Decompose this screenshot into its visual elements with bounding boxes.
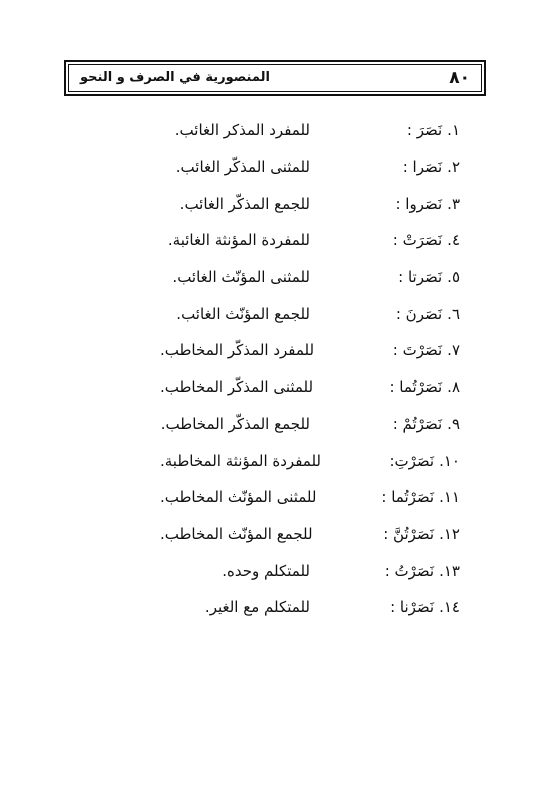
verb-form — [310, 231, 460, 249]
verb-form — [314, 341, 460, 359]
item-number: ٥. — [447, 268, 460, 287]
page-number: ٨٠ — [449, 68, 470, 88]
verb-text: نَصَرْتُمْ : — [392, 414, 443, 433]
verb-description: للجمع المؤنّث المخاطب. — [160, 524, 313, 543]
list-item — [160, 112, 460, 149]
list-item — [160, 222, 460, 259]
item-number: ٧. — [447, 341, 460, 360]
item-number: ١٤. — [439, 598, 460, 617]
item-number: ٨. — [447, 378, 460, 397]
list-item — [160, 259, 460, 296]
verb-description: للمثنى المذكّر المخاطب. — [160, 378, 314, 397]
verb-text: نَصَروا : — [395, 194, 443, 213]
verb-text: نَصَرْنا : — [390, 598, 435, 617]
verb-form — [310, 562, 460, 580]
item-number: ١١. — [439, 488, 460, 507]
verb-form — [310, 305, 460, 323]
verb-description: للجمع المذكّر المخاطب. — [160, 414, 310, 433]
item-number: ٣. — [447, 194, 460, 213]
verb-description: للمثنى المؤنّث الغائب. — [172, 268, 310, 287]
verb-form — [316, 488, 460, 506]
list-item — [160, 589, 460, 626]
verb-form — [313, 378, 460, 396]
item-number: ١٠. — [439, 451, 460, 470]
list-item — [160, 369, 460, 406]
verb-description: للمفرد المذكّر المخاطب. — [160, 341, 315, 360]
verb-form — [310, 415, 460, 433]
item-number: ١٢. — [439, 524, 460, 543]
verb-form — [310, 195, 460, 213]
verb-text: نَصَرا : — [402, 158, 443, 177]
page-header — [64, 60, 486, 96]
verb-description: للمتكلم مع الغير. — [204, 598, 310, 617]
verb-description: للمفردة المؤنثة المخاطبة. — [160, 451, 321, 470]
verb-description: للجمع المذكّر الغائب. — [179, 194, 310, 213]
item-number: ٩. — [447, 414, 460, 433]
verb-form — [310, 121, 460, 139]
verb-form — [310, 268, 460, 286]
verb-description: للمثنى المؤنّث المخاطب. — [160, 488, 317, 507]
list-item — [160, 149, 460, 186]
verb-text: نَصَرْتُنَّ : — [383, 524, 435, 543]
verb-form — [310, 598, 460, 616]
list-item — [160, 332, 460, 369]
conjugation-list — [160, 112, 460, 626]
verb-description: للجمع المؤنّث الغائب. — [176, 304, 310, 323]
list-item — [160, 479, 460, 516]
item-number: ١٣. — [439, 561, 460, 580]
verb-text: نَصَرْتَ : — [392, 341, 443, 360]
item-number: ٢. — [447, 158, 460, 177]
verb-text: نَصَرَتْ : — [392, 231, 443, 250]
item-number: ٤. — [447, 231, 460, 250]
book-title: المنصورية في الصرف و النحو — [80, 70, 270, 85]
verb-form — [310, 158, 460, 176]
verb-text: نَصَرَ : — [406, 121, 443, 140]
item-number: ١. — [447, 121, 460, 140]
verb-text: نَصَرْتُما : — [381, 488, 435, 507]
list-item — [160, 185, 460, 222]
list-item — [160, 406, 460, 443]
verb-description: للمفرد المذكر الغائب. — [174, 121, 310, 140]
verb-text: نَصَرْتِ: — [389, 451, 435, 470]
verb-description: للمتكلم وحده. — [222, 561, 310, 580]
list-item — [160, 442, 460, 479]
verb-form — [321, 452, 460, 470]
verb-text: نَصَرنَ : — [395, 304, 443, 323]
verb-text: نَصَرتا : — [398, 268, 443, 287]
verb-form — [313, 525, 460, 543]
list-item — [160, 552, 460, 589]
verb-description: للمفردة المؤنثة الغائبة. — [167, 231, 310, 250]
list-item — [160, 516, 460, 553]
verb-text: نَصَرْتُما : — [389, 378, 443, 397]
item-number: ٦. — [447, 304, 460, 323]
verb-text: نَصَرْتُ : — [384, 561, 435, 580]
list-item — [160, 295, 460, 332]
verb-description: للمثنى المذكّر الغائب. — [175, 158, 310, 177]
